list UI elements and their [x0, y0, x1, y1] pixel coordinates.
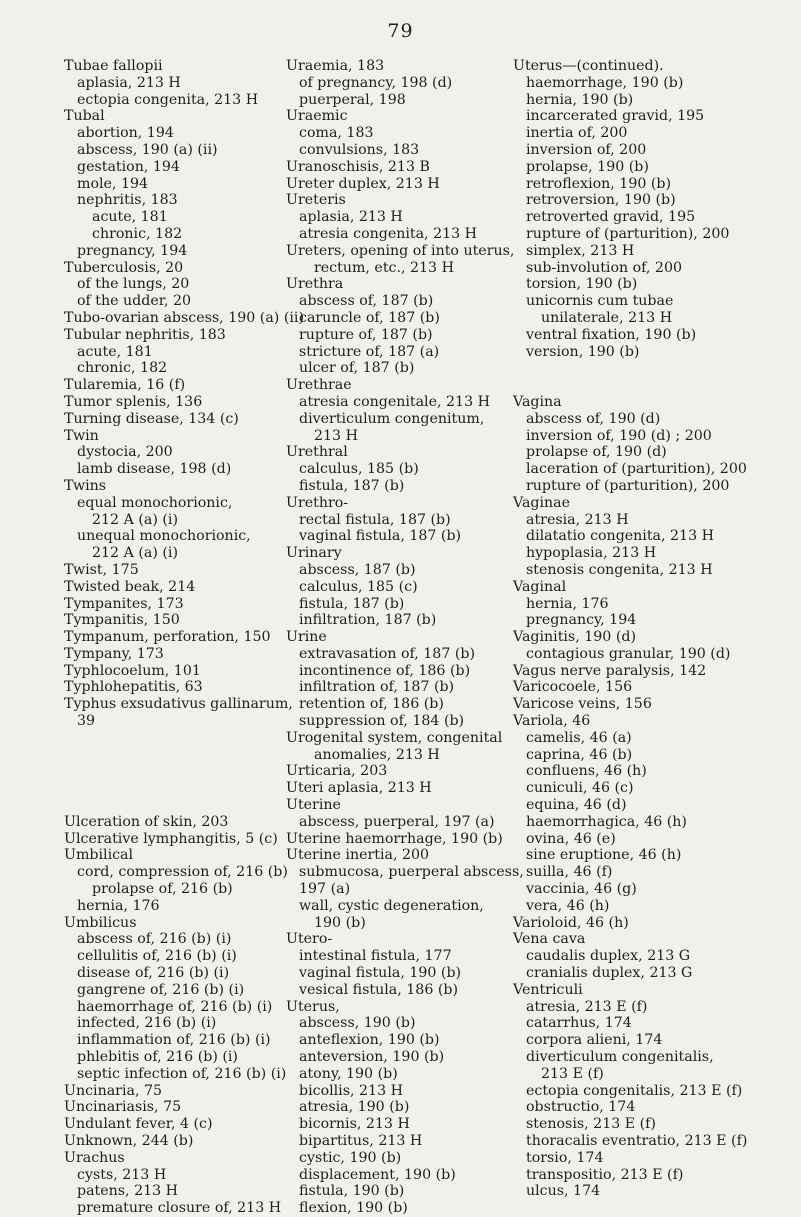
index-subentry: wall, cystic degeneration,	[299, 897, 484, 914]
index-subentry: caudalis duplex, 213 G	[526, 948, 691, 965]
index-subentry: abscess, 190 (b)	[299, 1015, 416, 1032]
index-heading: Tympanites, 173	[64, 595, 184, 612]
index-subentry: atresia congenitale, 213 H	[299, 393, 490, 410]
index-subentry: contagious granular, 190 (d)	[526, 645, 731, 662]
index-heading: Tympany, 173	[64, 645, 164, 662]
index-heading: Vaginae	[513, 494, 571, 511]
index-heading: Uterine inertia, 200	[286, 847, 430, 864]
index-heading: Ureter duplex, 213 H	[286, 175, 440, 192]
index-subentry: abscess, 190 (a) (ii)	[77, 141, 218, 158]
index-subentry: retroversion, 190 (b)	[526, 192, 676, 209]
index-heading: Turning disease, 134 (c)	[64, 410, 239, 427]
index-subentry: 212 A (a) (i)	[92, 545, 178, 562]
index-subentry: retroverted gravid, 195	[526, 209, 696, 226]
index-heading: Urinary	[286, 545, 342, 562]
index-subentry: cysts, 213 H	[77, 1166, 167, 1183]
index-subentry: 197 (a)	[299, 881, 351, 898]
index-heading	[64, 780, 299, 797]
index-subentry: equal monochorionic,	[77, 494, 233, 511]
index-heading: Tuberculosis, 20	[64, 259, 184, 276]
index-subentry: vaginal fistula, 187 (b)	[299, 528, 462, 545]
index-subentry: fistula, 190 (b)	[299, 1183, 405, 1200]
index-subentry: atresia, 190 (b)	[299, 1099, 410, 1116]
index-subentry: ulcus, 174	[526, 1183, 601, 1200]
index-subentry: aplasia, 213 H	[299, 209, 403, 226]
index-heading: Urethrae	[286, 377, 352, 394]
index-heading: Vaginitis, 190 (d)	[513, 629, 636, 646]
index-heading: Urachus	[64, 1149, 125, 1166]
index-heading: Varioloid, 46 (h)	[513, 914, 629, 931]
index-subentry: confluens, 46 (h)	[526, 763, 647, 780]
index-heading: Tumor splenis, 136	[64, 393, 203, 410]
index-subentry: vesical fistula, 186 (b)	[299, 981, 459, 998]
index-subentry: camelis, 46 (a)	[526, 729, 632, 746]
index-subentry: flexion, 190 (b)	[299, 1200, 408, 1217]
index-subentry: coma, 183	[299, 125, 374, 142]
index-heading: Uterus,	[286, 998, 340, 1015]
index-heading: Urethral	[286, 444, 348, 461]
index-subentry: abscess of, 216 (b) (i)	[77, 931, 232, 948]
index-heading: Twisted beak, 214	[64, 578, 196, 595]
index-heading: Tympanum, perforation, 150	[64, 629, 271, 646]
index-subentry: torsio, 174	[526, 1149, 604, 1166]
index-heading	[64, 763, 299, 780]
index-subentry: rectum, etc., 213 H	[314, 259, 454, 276]
index-subentry: transpositio, 213 E (f)	[526, 1166, 684, 1183]
index-subentry: vaccinia, 46 (g)	[526, 881, 637, 898]
index-subentry: abscess of, 187 (b)	[299, 293, 434, 310]
index-subentry: haemorrhagica, 46 (h)	[526, 813, 687, 830]
index-heading	[513, 377, 798, 394]
index-subentry: atresia, 213 E (f)	[526, 998, 648, 1015]
index-subentry: ovina, 46 (e)	[526, 830, 616, 847]
index-subentry: abortion, 194	[77, 125, 174, 142]
index-subentry: disease of, 216 (b) (i)	[77, 965, 230, 982]
index-heading: Twist, 175	[64, 561, 139, 578]
index-heading: Variola, 46	[513, 713, 591, 730]
index-subentry: stenosis, 213 E (f)	[526, 1116, 656, 1133]
index-subentry: retroflexion, 190 (b)	[526, 175, 672, 192]
page-number: 79	[387, 20, 414, 42]
index-subentry: of pregnancy, 198 (d)	[299, 74, 453, 91]
index-subentry: inversion of, 190 (d) ; 200	[526, 427, 712, 444]
index-heading: Tubo-ovarian abscess, 190 (a) (ii)	[64, 309, 304, 326]
index-heading: Umbilicus	[64, 914, 137, 931]
index-heading: Tubular nephritis, 183	[64, 326, 226, 343]
index-heading: Vaginal	[513, 578, 567, 595]
index-subentry: hernia, 176	[526, 595, 609, 612]
index-heading: Varicose veins, 156	[513, 696, 652, 713]
index-subentry: atony, 190 (b)	[299, 1065, 398, 1082]
index-subentry: diverticulum congenitalis,	[526, 1049, 714, 1066]
index-column-3	[513, 58, 798, 1200]
index-heading	[64, 797, 299, 814]
index-subentry: obstructio, 174	[526, 1099, 636, 1116]
index-heading: Undulant fever, 4 (c)	[64, 1116, 213, 1133]
index-subentry: 213 E (f)	[541, 1065, 604, 1082]
index-subentry: version, 190 (b)	[526, 343, 640, 360]
index-subentry: puerperal, 198	[299, 91, 406, 108]
index-subentry: mole, 194	[77, 175, 149, 192]
index-subentry: corpora alieni, 174	[526, 1032, 663, 1049]
index-subentry: intestinal fistula, 177	[299, 948, 452, 965]
index-subentry: catarrhus, 174	[526, 1015, 632, 1032]
index-subentry: 212 A (a) (i)	[92, 511, 178, 528]
index-subentry: calculus, 185 (c)	[299, 578, 418, 595]
index-subentry: equina, 46 (d)	[526, 797, 627, 814]
index-subentry: suppression of, 184 (b)	[299, 713, 465, 730]
index-heading: Typhus exsudativus gallinarum,	[64, 696, 293, 713]
index-heading: Urine	[286, 629, 327, 646]
index-heading: Uraemic	[286, 108, 348, 125]
index-heading: Ventriculi	[513, 981, 583, 998]
index-subentry: pregnancy, 194	[77, 242, 188, 259]
index-subentry: rupture of (parturition), 200	[526, 477, 730, 494]
index-subentry: 39	[77, 713, 96, 730]
index-subentry: pregnancy, 194	[526, 612, 637, 629]
index-subentry: infiltration, 187 (b)	[299, 612, 437, 629]
index-subentry: anteversion, 190 (b)	[299, 1049, 445, 1066]
index-subentry: cellulitis of, 216 (b) (i)	[77, 948, 237, 965]
index-subentry: chronic, 182	[92, 225, 183, 242]
index-heading: Urogenital system, congenital	[286, 729, 503, 746]
index-subentry: cystic, 190 (b)	[299, 1149, 402, 1166]
index-subentry: prolapse of, 190 (d)	[526, 444, 667, 461]
index-subentry: fistula, 187 (b)	[299, 595, 405, 612]
index-heading: Uterus—(continued).	[513, 58, 664, 74]
index-subentry: unilaterale, 213 H	[541, 309, 673, 326]
index-subentry: septic infection of, 216 (b) (i)	[77, 1065, 287, 1082]
index-subentry: patens, 213 H	[77, 1183, 179, 1200]
index-subentry: haemorrhage, 190 (b)	[526, 74, 684, 91]
index-heading: Urethra	[286, 276, 344, 293]
index-heading: Unknown, 244 (b)	[64, 1133, 194, 1149]
index-heading: Vena cava	[513, 931, 586, 948]
index-heading: Typhlohepatitis, 63	[64, 679, 203, 696]
index-subentry: diverticulum congenitum,	[299, 410, 485, 427]
index-subentry: rupture of, 187 (b)	[299, 326, 433, 343]
index-subentry: inversion of, 200	[526, 141, 647, 158]
index-subentry: incarcerated gravid, 195	[526, 108, 705, 125]
index-subentry: hernia, 190 (b)	[526, 91, 634, 108]
index-column-2	[286, 58, 524, 1217]
index-subentry: acute, 181	[92, 209, 168, 226]
index-heading	[513, 360, 798, 377]
index-subentry: incontinence of, 186 (b)	[299, 662, 471, 679]
index-heading: Twin	[64, 427, 99, 444]
index-subentry: of the udder, 20	[77, 293, 192, 310]
index-subentry: thoracalis eventratio, 213 E (f)	[526, 1133, 748, 1149]
index-subentry: hernia, 176	[77, 897, 160, 914]
index-subentry: calculus, 185 (b)	[299, 461, 419, 478]
index-subentry: suilla, 46 (f)	[526, 864, 613, 881]
index-subentry: anteflexion, 190 (b)	[299, 1032, 440, 1049]
index-subentry: premature closure of, 213 H	[77, 1200, 282, 1217]
index-heading: Vagina	[513, 393, 562, 410]
index-heading: Urticaria, 203	[286, 763, 388, 780]
index-heading: Typhlocoelum, 101	[64, 662, 201, 679]
index-subentry: gangrene of, 216 (b) (i)	[77, 981, 245, 998]
index-subentry: fistula, 187 (b)	[299, 477, 405, 494]
index-subentry: phlebitis of, 216 (b) (i)	[77, 1049, 238, 1066]
index-subentry: vaginal fistula, 190 (b)	[299, 965, 462, 982]
index-subentry: sub-involution of, 200	[526, 259, 683, 276]
index-heading: Uranoschisis, 213 B	[286, 158, 430, 175]
index-subentry: unicornis cum tubae	[526, 293, 674, 310]
index-subentry: ectopia congenita, 213 H	[77, 91, 259, 108]
index-heading: Uncinariasis, 75	[64, 1099, 182, 1116]
index-subentry: inertia of, 200	[526, 125, 628, 142]
index-subentry: stenosis congenita, 213 H	[526, 561, 713, 578]
index-subentry: infiltration of, 187 (b)	[299, 679, 455, 696]
index-subentry: chronic, 182	[77, 360, 168, 377]
index-heading: Ureteris	[286, 192, 346, 209]
index-subentry: nephritis, 183	[77, 192, 178, 209]
index-heading	[64, 730, 299, 747]
index-subentry: bipartitus, 213 H	[299, 1133, 423, 1149]
index-heading: Tularemia, 16 (f)	[64, 377, 186, 394]
index-heading: Tubae fallopii	[64, 58, 163, 74]
index-subentry: torsion, 190 (b)	[526, 276, 638, 293]
index-subentry: hypoplasia, 213 H	[526, 545, 657, 562]
index-subentry: simplex, 213 H	[526, 242, 635, 259]
index-subentry: caprina, 46 (b)	[526, 746, 633, 763]
index-subentry: abscess of, 190 (d)	[526, 410, 661, 427]
index-heading: Twins	[64, 477, 107, 494]
index-subentry: dystocia, 200	[77, 444, 173, 461]
index-subentry: atresia congenita, 213 H	[299, 225, 478, 242]
index-subentry: 213 H	[314, 427, 358, 444]
index-subentry: prolapse, 190 (b)	[526, 158, 649, 175]
index-heading	[64, 747, 299, 764]
index-subentry: of the lungs, 20	[77, 276, 190, 293]
index-subentry: cranialis duplex, 213 G	[526, 965, 693, 982]
index-heading: Uterine haemorrhage, 190 (b)	[286, 830, 503, 847]
index-heading: Tympanitis, 150	[64, 612, 180, 629]
index-subentry: vera, 46 (h)	[526, 897, 610, 914]
index-subentry: abscess, puerperal, 197 (a)	[299, 813, 495, 830]
index-subentry: abscess, 187 (b)	[299, 561, 416, 578]
index-heading: Uraemia, 183	[286, 58, 385, 74]
index-subentry: rupture of (parturition), 200	[526, 225, 730, 242]
index-subentry: bicornis, 213 H	[299, 1116, 410, 1133]
index-heading: Uteri aplasia, 213 H	[286, 780, 432, 797]
index-heading: Utero-	[286, 931, 333, 948]
index-subentry: dilatatio congenita, 213 H	[526, 528, 714, 545]
index-subentry: extravasation of, 187 (b)	[299, 645, 476, 662]
index-subentry: displacement, 190 (b)	[299, 1166, 456, 1183]
index-subentry: convulsions, 183	[299, 141, 420, 158]
index-subentry: gestation, 194	[77, 158, 180, 175]
index-subentry: submucosa, puerperal abscess,	[299, 864, 524, 881]
index-heading: Uncinaria, 75	[64, 1082, 163, 1099]
index-column-1	[64, 58, 304, 1217]
index-heading: Varicocoele, 156	[513, 679, 633, 696]
index-subentry: infected, 216 (b) (i)	[77, 1015, 217, 1032]
index-subentry: cord, compression of, 216 (b)	[77, 864, 288, 881]
index-subentry: rectal fistula, 187 (b)	[299, 511, 451, 528]
index-heading: Umbilical	[64, 847, 134, 864]
index-subentry: haemorrhage of, 216 (b) (i)	[77, 998, 273, 1015]
index-subentry: laceration of (parturition), 200	[526, 461, 747, 478]
index-heading: Ulcerative lymphangitis, 5 (c)	[64, 830, 278, 847]
index-subentry: anomalies, 213 H	[314, 746, 440, 763]
index-subentry: sine eruptione, 46 (h)	[526, 847, 682, 864]
index-subentry: unequal monochorionic,	[77, 528, 251, 545]
index-subentry: ventral fixation, 190 (b)	[526, 326, 697, 343]
index-heading: Uterine	[286, 797, 341, 814]
index-heading: Tubal	[64, 108, 105, 125]
index-subentry: 190 (b)	[314, 914, 366, 931]
index-subentry: lamb disease, 198 (d)	[77, 461, 232, 478]
index-heading: Urethro-	[286, 494, 349, 511]
index-subentry: atresia, 213 H	[526, 511, 629, 528]
index-subentry: inflammation of, 216 (b) (i)	[77, 1032, 271, 1049]
index-subentry: stricture of, 187 (a)	[299, 343, 440, 360]
index-subentry: retention of, 186 (b)	[299, 696, 444, 713]
index-heading: Ulceration of skin, 203	[64, 813, 229, 830]
index-heading: Ureters, opening of into uterus,	[286, 242, 515, 259]
index-subentry: ectopia congenitalis, 213 E (f)	[526, 1082, 743, 1099]
index-subentry: bicollis, 213 H	[299, 1082, 403, 1099]
index-heading: Vagus nerve paralysis, 142	[513, 662, 707, 679]
index-subentry: caruncle of, 187 (b)	[299, 309, 440, 326]
index-subentry: acute, 181	[77, 343, 153, 360]
index-subentry: cuniculi, 46 (c)	[526, 780, 634, 797]
index-subentry: aplasia, 213 H	[77, 74, 181, 91]
index-subentry: ulcer of, 187 (b)	[299, 360, 415, 377]
index-subentry: prolapse of, 216 (b)	[92, 881, 233, 898]
